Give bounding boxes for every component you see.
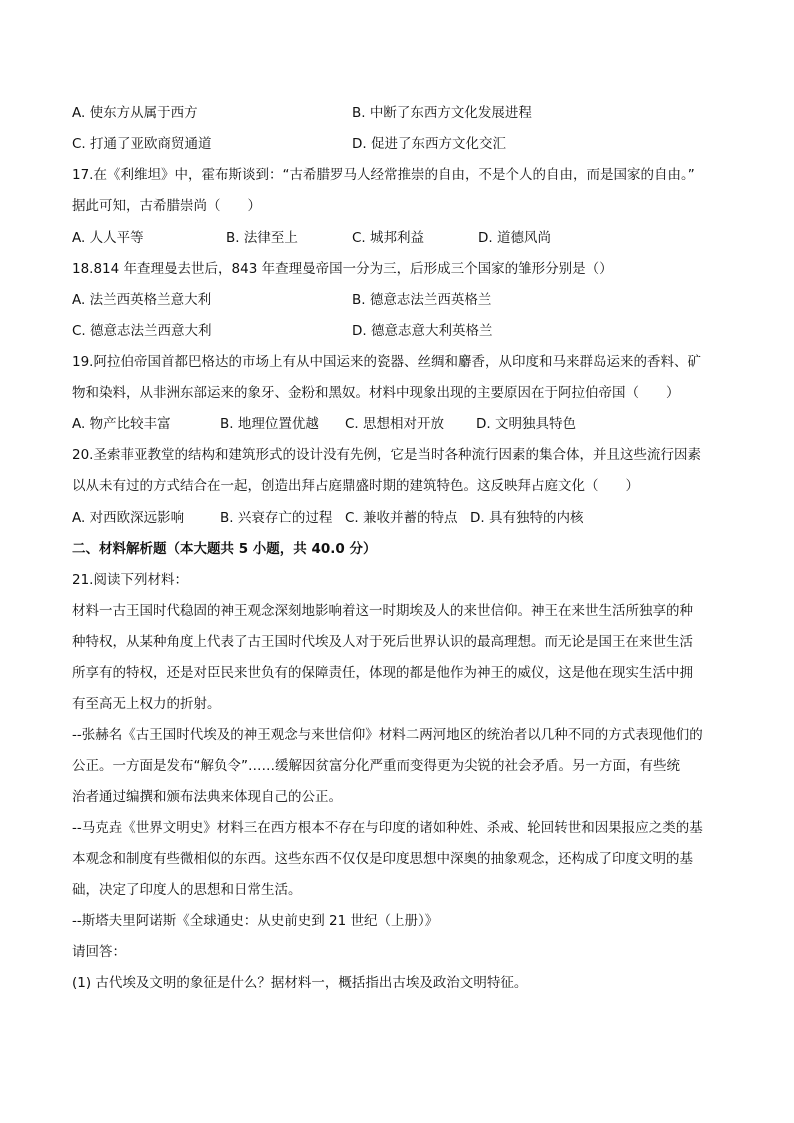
- q18-option-d: D. 德意志意大利英格兰: [352, 323, 493, 339]
- q21-line: 种特权，从某种角度上代表了古王国时代埃及人对于死后世界认识的最高理想。而无论是国王在来世生活: [72, 634, 693, 650]
- section-heading: 二、材料解析题（本大题共 5 小题，共 40.0 分）: [72, 541, 377, 557]
- q17-option-a: A. 人人平等: [72, 230, 144, 246]
- q17-option-b: B. 法律至上: [226, 230, 298, 246]
- q20-option-d: D. 具有独特的内核: [470, 510, 584, 526]
- q21-line: 本观念和制度有些微相似的东西。这些东西不仅仅是印度思想中深奥的抽象观念，还构成了印度文明的基: [72, 851, 693, 867]
- q21-line: 础，决定了印度人的思想和日常生活。: [72, 882, 302, 898]
- q21-line: --斯塔夫里阿诺斯《全球通史：从史前史到 21 世纪（上册）》: [72, 913, 439, 929]
- q17-option-d: D. 道德风尚: [478, 230, 551, 246]
- q19-stem-line-1: 19.阿拉伯帝国首都巴格达的市场上有从中国运来的瓷器、丝绸和麝香，从印度和马来群岛运来的香料、矿: [72, 354, 701, 370]
- q21-line: 治者通过编撰和颁布法典来体现自己的公正。: [72, 789, 342, 805]
- q20-stem-line-1: 20.圣索菲亚教堂的结构和建筑形式的设计没有先例，它是当时各种流行因素的集合体，并且这些流行因素: [72, 447, 701, 463]
- q17-option-c: C. 城邦利益: [352, 230, 425, 246]
- q21-intro: 21.阅读下列材料：: [72, 572, 188, 588]
- q20-option-a: A. 对西欧深远影响: [72, 510, 185, 526]
- q19-option-a: A. 物产比较丰富: [72, 416, 171, 432]
- q16-option-c: C. 打通了亚欧商贸通道: [72, 136, 212, 152]
- q21-line: 有至高无上权力的折射。: [72, 696, 221, 712]
- q17-stem-line-2: 据此可知，古希腊崇尚（ ）: [72, 198, 261, 214]
- q20-option-b: B. 兴衰存亡的过程: [220, 510, 333, 526]
- q20-stem-line-2: 以从未有过的方式结合在一起，创造出拜占庭鼎盛时期的建筑特色。这反映拜占庭文化（ ）: [72, 478, 639, 494]
- q17-stem-line-1: 17.在《利维坦》中，霍布斯谈到：“古希腊罗马人经常推崇的自由，不是个人的自由，而是国家的自由。”: [72, 167, 695, 183]
- q18-option-a: A. 法兰西英格兰意大利: [72, 292, 212, 308]
- q19-stem-line-2: 物和染料，从非洲东部运来的象牙、金粉和黑奴。材料中现象出现的主要原因在于阿拉伯帝国（ ）: [72, 385, 680, 401]
- q18-option-c: C. 德意志法兰西意大利: [72, 323, 212, 339]
- q21-line: 公正。一方面是发布“解负令”……缓解因贫富分化严重而变得更为尖锐的社会矛盾。另一方面，有些统: [72, 758, 680, 774]
- q19-option-c: C. 思想相对开放: [345, 416, 445, 432]
- q18-stem: 18.814 年查理曼去世后，843 年查理曼帝国一分为三，后形成三个国家的雏形分别是（）: [72, 261, 613, 277]
- q19-option-d: D. 文明独具特色: [476, 416, 576, 432]
- q18-option-b: B. 德意志法兰西英格兰: [352, 292, 492, 308]
- q16-option-b: B. 中断了东西方文化发展进程: [352, 105, 532, 121]
- q21-line: --张赫名《古王国时代埃及的神王观念与来世信仰》材料二两河地区的统治者以几种不同的方式表现他们的: [72, 727, 703, 743]
- q16-option-a: A. 使东方从属于西方: [72, 105, 198, 121]
- q21-question-1: (1) 古代埃及文明的象征是什么？据材料一，概括指出古埃及政治文明特征。: [72, 975, 528, 991]
- q16-option-d: D. 促进了东西方文化交汇: [352, 136, 506, 152]
- q21-line: 请回答：: [72, 944, 126, 960]
- q21-line: 所享有的特权，还是对臣民来世负有的保障责任，体现的都是他作为神王的威仪，这是他在现实生活中拥: [72, 665, 693, 681]
- q21-line: --马克垚《世界文明史》材料三在西方根本不存在与印度的诸如种姓、杀戒、轮回转世和因果报应之类的基: [72, 820, 703, 836]
- q20-option-c: C. 兼收并蓄的特点: [345, 510, 458, 526]
- q19-option-b: B. 地理位置优越: [220, 416, 319, 432]
- q21-line: 材料一古王国时代稳固的神王观念深刻地影响着这一时期埃及人的来世信仰。神王在来世生活所独享的种: [72, 603, 693, 619]
